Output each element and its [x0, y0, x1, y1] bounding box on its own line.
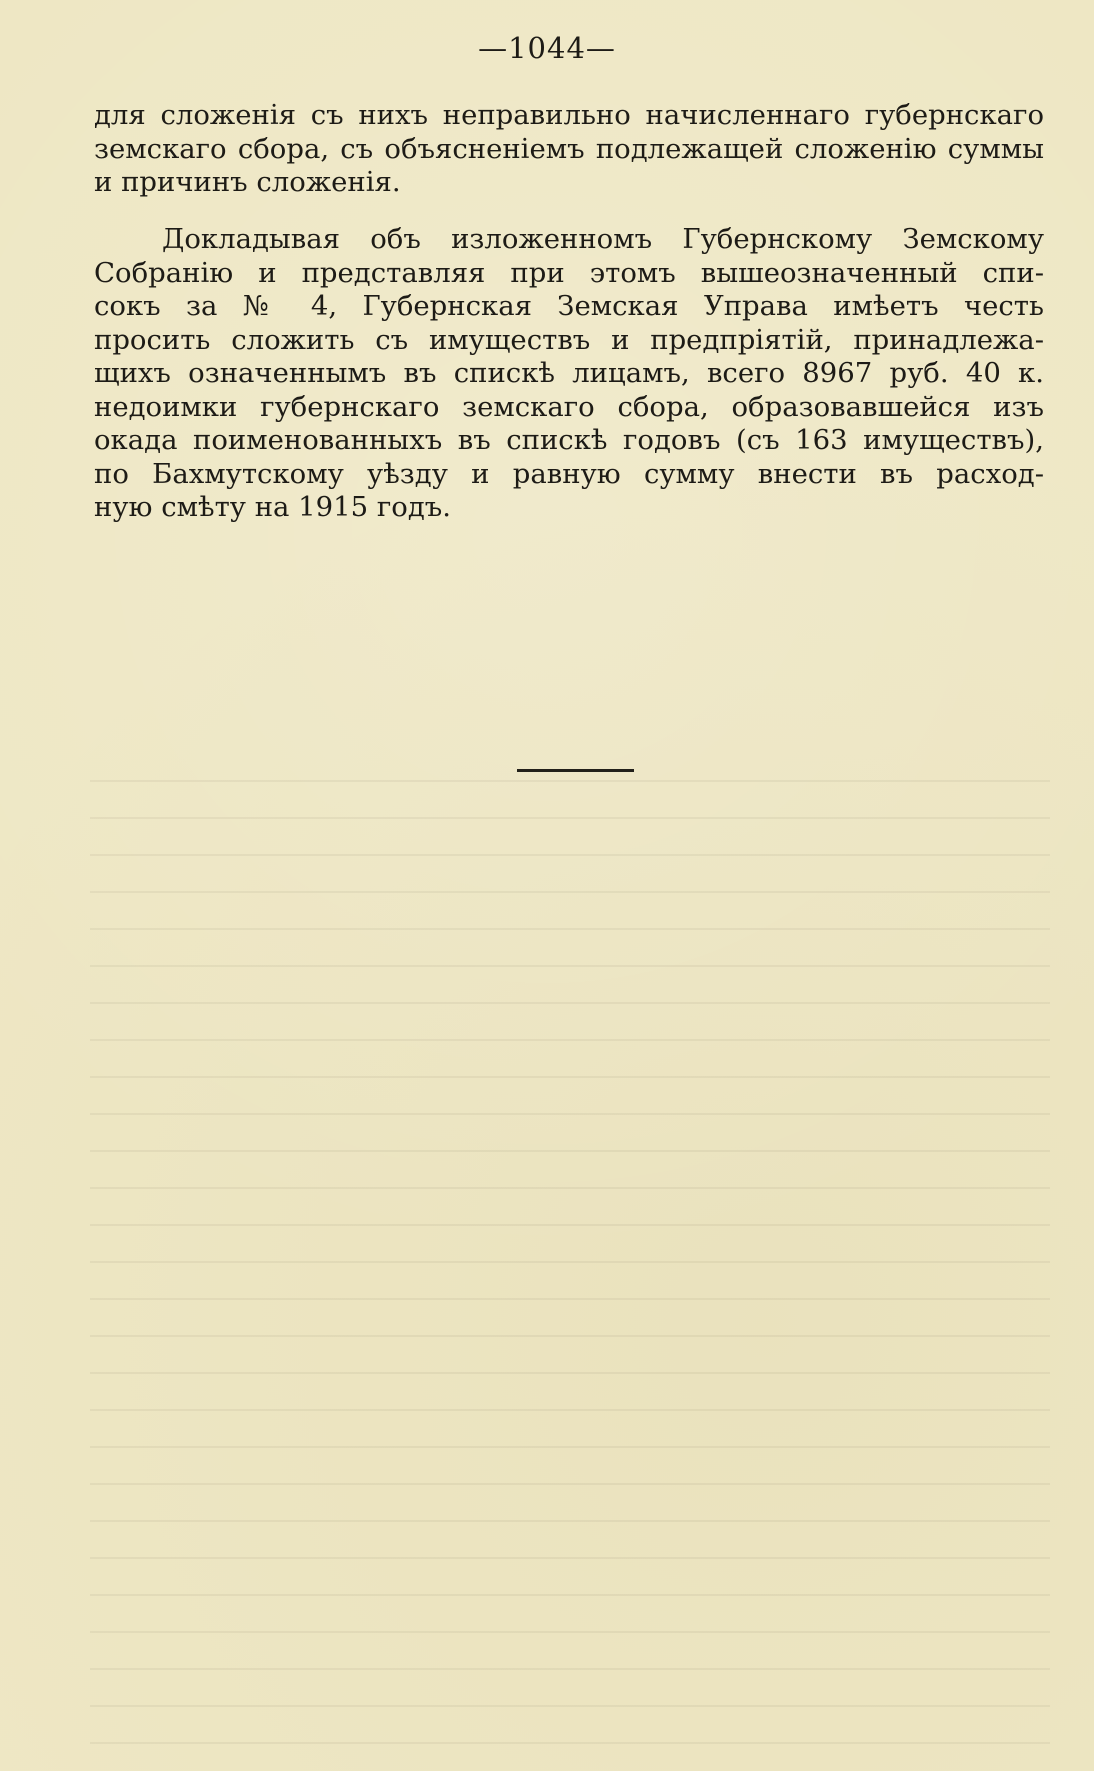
text-line: недоимки губернскаго земскаго сбора, образовавшейся изъ [94, 390, 1044, 423]
text-line: земскаго сбора, съ объясненіемъ подлежащей сложенію суммы [94, 132, 1044, 165]
section-divider [517, 769, 634, 772]
text-line: по Бахмутскому уѣзду и равную сумму внести въ расход- [94, 457, 1044, 490]
page-number: —1044— [478, 31, 616, 65]
text-line: сокъ за № 4, Губернская Земская Управа имѣетъ честь [94, 290, 1044, 322]
paragraph-continuation [94, 99, 1044, 200]
text-line: Собранію и представляя при этомъ вышеозначенный спи- [94, 256, 1044, 289]
text-line: для сложенія съ нихъ неправильно начисленнаго губернскаго [94, 99, 1044, 131]
text-line: и причинъ сложенія. [94, 166, 401, 198]
paragraph-report [94, 223, 1044, 525]
text-line: ную смѣту на 1915 годъ. [94, 491, 452, 523]
text-line: щихъ означеннымъ въ спискѣ лицамъ, всего 8967 руб. 40 к. [94, 357, 1044, 389]
text-line: окада поименованныхъ въ спискѣ годовъ (съ 163 имуществъ), [94, 424, 1044, 456]
text-line: Докладывая объ изложенномъ Губернскому Земскому [162, 223, 1044, 255]
text-line: просить сложить съ имуществъ и предпріятій, принадлежа- [94, 323, 1044, 356]
